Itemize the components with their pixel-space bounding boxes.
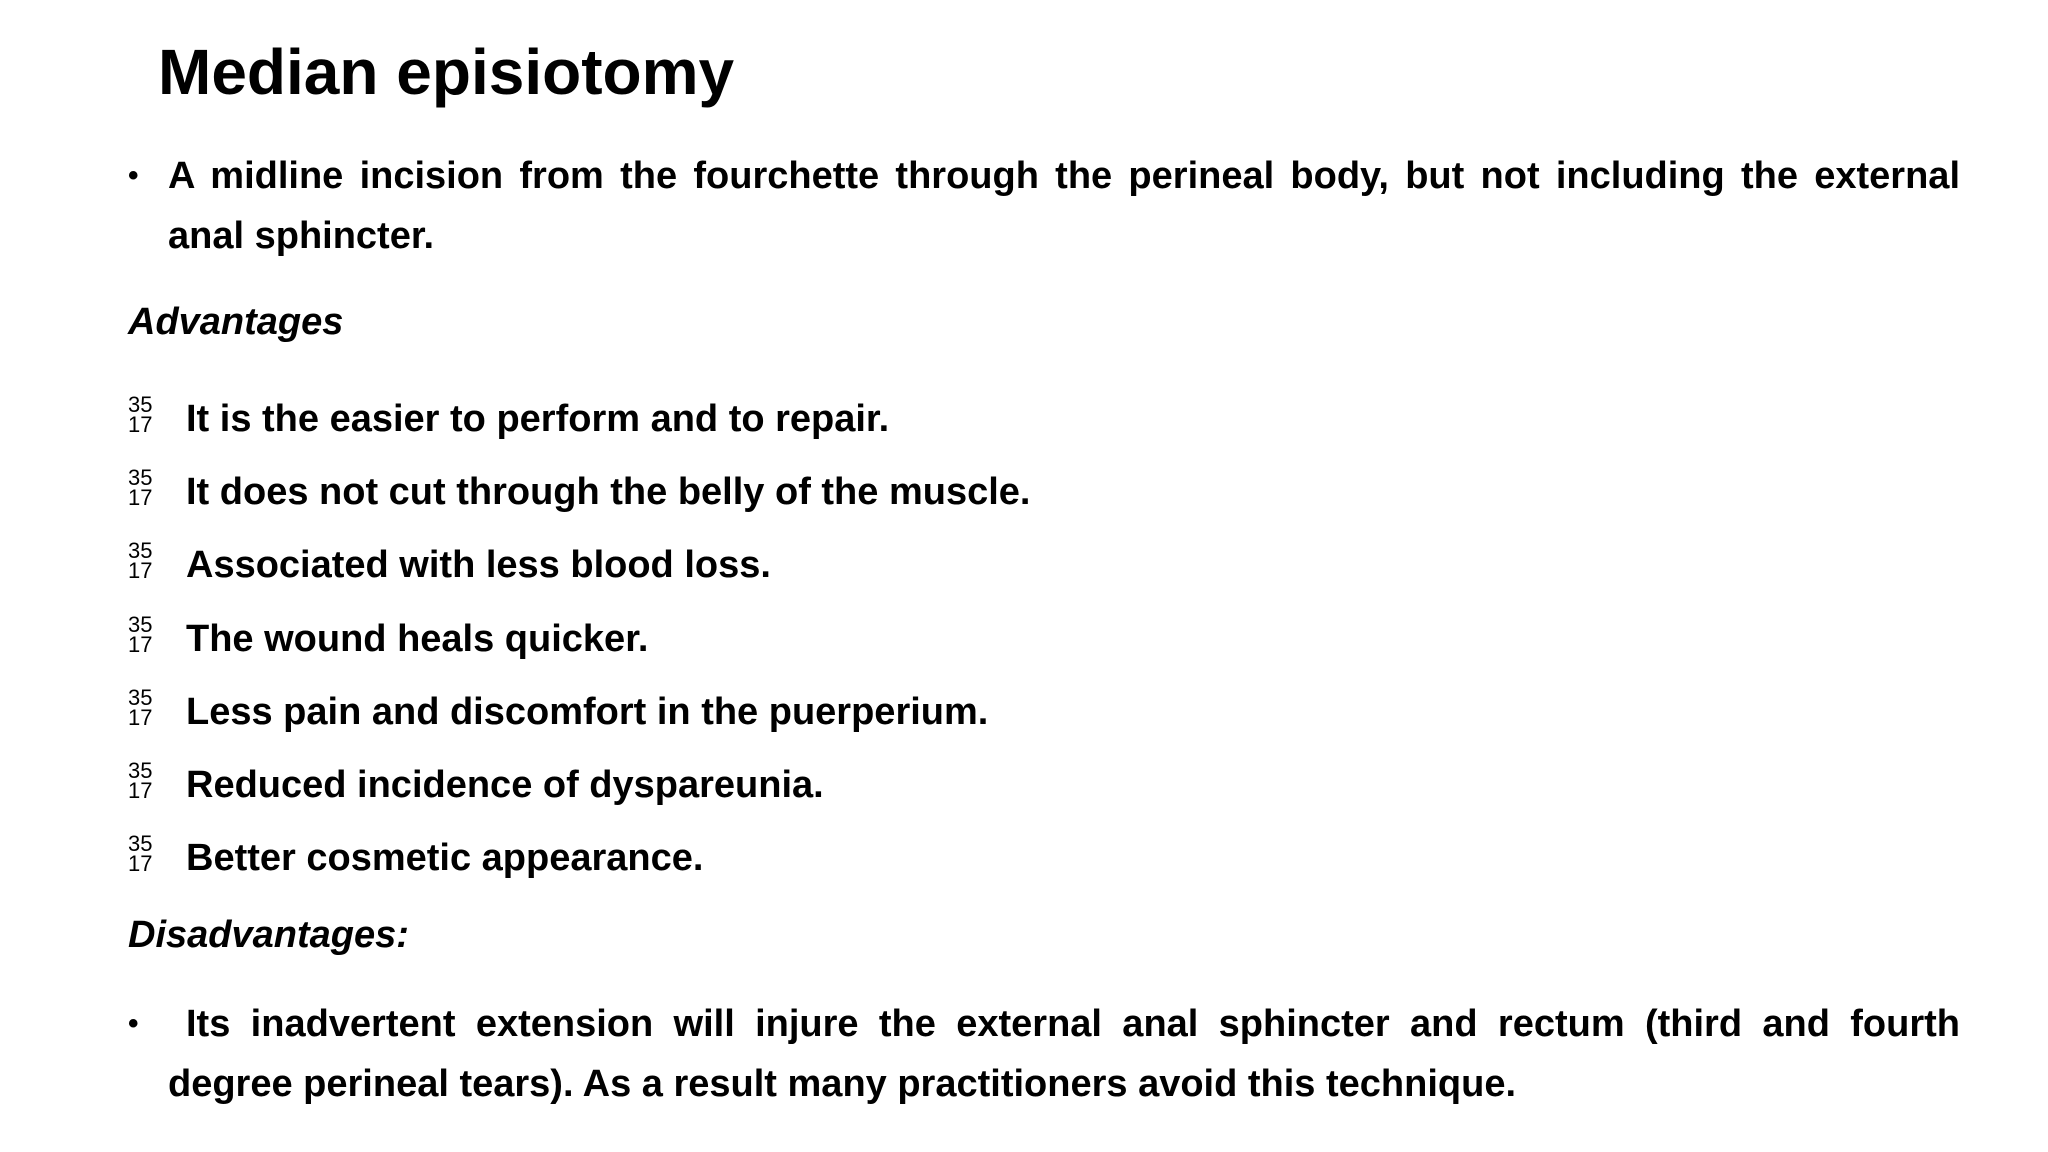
marker-top: 35	[128, 464, 153, 490]
advantage-item	[128, 818, 1528, 891]
advantage-text: The wound heals quicker.	[186, 617, 649, 660]
bullet-dot: •	[128, 1007, 139, 1040]
fraction-marker-icon	[128, 611, 172, 657]
disadvantage-bullet	[128, 994, 1960, 1114]
marker-top: 35	[128, 538, 153, 564]
fraction-marker-icon	[128, 538, 172, 584]
advantage-text: Less pain and discomfort in the puerperium.	[186, 690, 989, 733]
advantage-item	[128, 744, 1528, 817]
advantage-item	[128, 378, 1528, 451]
marker-top: 35	[128, 831, 153, 857]
advantage-item	[128, 451, 1528, 524]
marker-bottom: 17	[128, 778, 153, 804]
advantages-list	[128, 378, 1528, 891]
marker-bottom: 17	[128, 851, 153, 877]
marker-top: 35	[128, 684, 153, 710]
advantage-text: It is the easier to perform and to repair.	[186, 397, 890, 440]
advantage-item	[128, 671, 1528, 744]
marker-bottom: 17	[128, 484, 153, 510]
marker-top: 35	[128, 758, 153, 784]
bullet-dot: •	[128, 159, 139, 192]
advantage-item	[128, 525, 1528, 598]
marker-bottom: 17	[128, 411, 153, 437]
advantage-item	[128, 598, 1528, 671]
marker-top: 35	[128, 611, 153, 637]
marker-top: 35	[128, 391, 153, 417]
advantage-text: It does not cut through the belly of the muscle.	[186, 470, 1031, 513]
advantage-text: Associated with less blood loss.	[186, 544, 771, 587]
fraction-marker-icon	[128, 391, 172, 437]
advantage-text: Better cosmetic appearance.	[186, 837, 704, 880]
fraction-marker-icon	[128, 758, 172, 804]
fraction-marker-icon	[128, 684, 172, 730]
intro-bullet-text: A midline incision from the fourchette through the perineal body, but not including the external anal sphincter.	[168, 155, 1960, 257]
advantages-heading: Advantages	[128, 301, 344, 343]
advantage-text: Reduced incidence of dyspareunia.	[186, 764, 824, 807]
fraction-marker-icon	[128, 464, 172, 510]
marker-bottom: 17	[128, 631, 153, 657]
intro-bullet	[128, 146, 1960, 266]
marker-bottom: 17	[128, 704, 153, 730]
marker-bottom: 17	[128, 558, 153, 584]
disadvantage-bullet-text: Its inadvertent extension will injure the external anal sphincter and rectum (third and fourth degree perineal tears). As a result many practitioners avoid this technique.	[168, 1003, 1960, 1105]
fraction-marker-icon	[128, 831, 172, 877]
slide-title: Median episiotomy	[158, 36, 735, 108]
disadvantages-heading: Disadvantages:	[128, 914, 409, 956]
